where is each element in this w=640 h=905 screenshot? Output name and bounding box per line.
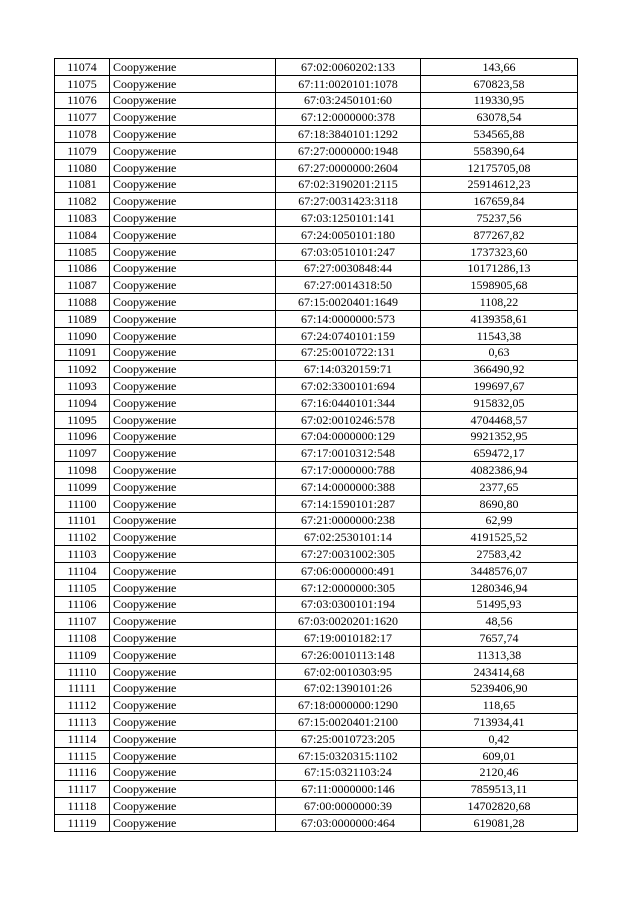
table-row	[55, 613, 578, 630]
object-type-cell: Сооружение	[110, 378, 276, 395]
table-row	[55, 394, 578, 411]
cadastral-number-cell: 67:03:0300101:194	[276, 596, 421, 613]
row-number-cell: 11109	[55, 646, 110, 663]
table-row	[55, 478, 578, 495]
cadastral-number-cell: 67:19:0010182:17	[276, 630, 421, 647]
cadastral-number-cell: 67:06:0000000:491	[276, 562, 421, 579]
cadastral-value-cell: 5239406,90	[421, 680, 578, 697]
object-type-cell: Сооружение	[110, 126, 276, 143]
row-number-cell: 11117	[55, 781, 110, 798]
object-type-cell: Сооружение	[110, 277, 276, 294]
table-row	[55, 462, 578, 479]
object-type-cell: Сооружение	[110, 260, 276, 277]
row-number-cell: 11081	[55, 176, 110, 193]
cadastral-value-cell: 75237,56	[421, 210, 578, 227]
cadastral-value-cell: 14702820,68	[421, 798, 578, 815]
cadastral-number-cell: 67:15:0321103:24	[276, 764, 421, 781]
cadastral-value-cell: 1108,22	[421, 294, 578, 311]
cadastral-value-cell: 0,42	[421, 730, 578, 747]
cadastral-value-cell: 1737323,60	[421, 243, 578, 260]
row-number-cell: 11096	[55, 428, 110, 445]
object-type-cell: Сооружение	[110, 764, 276, 781]
cadastral-value-cell: 51495,93	[421, 596, 578, 613]
cadastral-number-cell: 67:14:0000000:388	[276, 478, 421, 495]
cadastral-number-cell: 67:03:0020201:1620	[276, 613, 421, 630]
cadastral-value-cell: 10171286,13	[421, 260, 578, 277]
row-number-cell: 11090	[55, 327, 110, 344]
cadastral-number-cell: 67:16:0440101:344	[276, 394, 421, 411]
cadastral-value-cell: 8690,80	[421, 495, 578, 512]
cadastral-value-cell: 143,66	[421, 59, 578, 76]
row-number-cell: 11106	[55, 596, 110, 613]
object-type-cell: Сооружение	[110, 646, 276, 663]
cadastral-number-cell: 67:15:0320315:1102	[276, 747, 421, 764]
row-number-cell: 11108	[55, 630, 110, 647]
cadastral-number-cell: 67:02:3190201:2115	[276, 176, 421, 193]
row-number-cell: 11084	[55, 226, 110, 243]
cadastral-value-cell: 11313,38	[421, 646, 578, 663]
cadastral-number-cell: 67:17:0010312:548	[276, 445, 421, 462]
object-type-cell: Сооружение	[110, 462, 276, 479]
row-number-cell: 11097	[55, 445, 110, 462]
object-type-cell: Сооружение	[110, 428, 276, 445]
row-number-cell: 11089	[55, 310, 110, 327]
table-row	[55, 193, 578, 210]
cadastral-value-cell: 4191525,52	[421, 529, 578, 546]
row-number-cell: 11078	[55, 126, 110, 143]
table-row	[55, 109, 578, 126]
cadastral-value-cell: 659472,17	[421, 445, 578, 462]
cadastral-number-cell: 67:02:0010303:95	[276, 663, 421, 680]
cadastral-number-cell: 67:02:3300101:694	[276, 378, 421, 395]
row-number-cell: 11100	[55, 495, 110, 512]
object-type-cell: Сооружение	[110, 193, 276, 210]
object-type-cell: Сооружение	[110, 663, 276, 680]
cadastral-value-cell: 670823,58	[421, 75, 578, 92]
cadastral-value-cell: 9921352,95	[421, 428, 578, 445]
cadastral-number-cell: 67:18:0000000:1290	[276, 697, 421, 714]
row-number-cell: 11119	[55, 814, 110, 831]
cadastral-number-cell: 67:02:0010246:578	[276, 411, 421, 428]
table-row	[55, 781, 578, 798]
cadastral-number-cell: 67:18:3840101:1292	[276, 126, 421, 143]
object-type-cell: Сооружение	[110, 327, 276, 344]
cadastral-value-cell: 877267,82	[421, 226, 578, 243]
cadastral-value-cell: 199697,67	[421, 378, 578, 395]
table-row	[55, 663, 578, 680]
cadastral-number-cell: 67:27:0000000:1948	[276, 142, 421, 159]
table-row	[55, 714, 578, 731]
cadastral-number-cell: 67:11:0020101:1078	[276, 75, 421, 92]
row-number-cell: 11107	[55, 613, 110, 630]
row-number-cell: 11101	[55, 512, 110, 529]
cadastral-number-cell: 67:25:0010723:205	[276, 730, 421, 747]
cadastral-number-cell: 67:17:0000000:788	[276, 462, 421, 479]
row-number-cell: 11092	[55, 361, 110, 378]
cadastral-value-cell: 915832,05	[421, 394, 578, 411]
table-row	[55, 361, 578, 378]
row-number-cell: 11104	[55, 562, 110, 579]
object-type-cell: Сооружение	[110, 445, 276, 462]
registry-table	[54, 58, 578, 832]
row-number-cell: 11091	[55, 344, 110, 361]
row-number-cell: 11095	[55, 411, 110, 428]
object-type-cell: Сооружение	[110, 613, 276, 630]
table-row	[55, 59, 578, 76]
table-row	[55, 75, 578, 92]
cadastral-number-cell: 67:14:0320159:71	[276, 361, 421, 378]
cadastral-number-cell: 67:03:0000000:464	[276, 814, 421, 831]
table-row	[55, 176, 578, 193]
cadastral-number-cell: 67:14:1590101:287	[276, 495, 421, 512]
cadastral-value-cell: 2377,65	[421, 478, 578, 495]
cadastral-number-cell: 67:27:0014318:50	[276, 277, 421, 294]
cadastral-value-cell: 167659,84	[421, 193, 578, 210]
cadastral-value-cell: 534565,88	[421, 126, 578, 143]
cadastral-value-cell: 4082386,94	[421, 462, 578, 479]
table-row	[55, 562, 578, 579]
table-row	[55, 159, 578, 176]
table-row	[55, 630, 578, 647]
cadastral-value-cell: 609,01	[421, 747, 578, 764]
cadastral-value-cell: 2120,46	[421, 764, 578, 781]
object-type-cell: Сооружение	[110, 411, 276, 428]
cadastral-number-cell: 67:27:0000000:2604	[276, 159, 421, 176]
cadastral-number-cell: 67:21:0000000:238	[276, 512, 421, 529]
object-type-cell: Сооружение	[110, 361, 276, 378]
cadastral-value-cell: 11543,38	[421, 327, 578, 344]
table-row	[55, 445, 578, 462]
cadastral-value-cell: 3448576,07	[421, 562, 578, 579]
row-number-cell: 11114	[55, 730, 110, 747]
object-type-cell: Сооружение	[110, 798, 276, 815]
registry-table-body	[55, 59, 578, 832]
cadastral-number-cell: 67:00:0000000:39	[276, 798, 421, 815]
cadastral-number-cell: 67:14:0000000:573	[276, 310, 421, 327]
object-type-cell: Сооружение	[110, 210, 276, 227]
table-row	[55, 579, 578, 596]
cadastral-number-cell: 67:02:2530101:14	[276, 529, 421, 546]
row-number-cell: 11099	[55, 478, 110, 495]
object-type-cell: Сооружение	[110, 159, 276, 176]
table-row	[55, 210, 578, 227]
table-row	[55, 226, 578, 243]
row-number-cell: 11111	[55, 680, 110, 697]
object-type-cell: Сооружение	[110, 142, 276, 159]
table-row	[55, 92, 578, 109]
table-row	[55, 596, 578, 613]
object-type-cell: Сооружение	[110, 747, 276, 764]
row-number-cell: 11083	[55, 210, 110, 227]
cadastral-number-cell: 67:25:0010722:131	[276, 344, 421, 361]
object-type-cell: Сооружение	[110, 579, 276, 596]
cadastral-number-cell: 67:24:0050101:180	[276, 226, 421, 243]
cadastral-value-cell: 1598905,68	[421, 277, 578, 294]
table-row	[55, 764, 578, 781]
table-row	[55, 747, 578, 764]
table-row	[55, 126, 578, 143]
object-type-cell: Сооружение	[110, 781, 276, 798]
cadastral-value-cell: 713934,41	[421, 714, 578, 731]
table-row	[55, 243, 578, 260]
table-row	[55, 260, 578, 277]
table-row	[55, 546, 578, 563]
object-type-cell: Сооружение	[110, 814, 276, 831]
table-row	[55, 814, 578, 831]
row-number-cell: 11086	[55, 260, 110, 277]
table-row	[55, 798, 578, 815]
cadastral-value-cell: 12175705,08	[421, 159, 578, 176]
object-type-cell: Сооружение	[110, 512, 276, 529]
row-number-cell: 11087	[55, 277, 110, 294]
object-type-cell: Сооружение	[110, 75, 276, 92]
row-number-cell: 11105	[55, 579, 110, 596]
cadastral-number-cell: 67:27:0030848:44	[276, 260, 421, 277]
row-number-cell: 11116	[55, 764, 110, 781]
object-type-cell: Сооружение	[110, 176, 276, 193]
row-number-cell: 11110	[55, 663, 110, 680]
row-number-cell: 11098	[55, 462, 110, 479]
object-type-cell: Сооружение	[110, 310, 276, 327]
cadastral-value-cell: 25914612,23	[421, 176, 578, 193]
cadastral-number-cell: 67:27:0031002:305	[276, 546, 421, 563]
object-type-cell: Сооружение	[110, 680, 276, 697]
row-number-cell: 11074	[55, 59, 110, 76]
cadastral-number-cell: 67:24:0740101:159	[276, 327, 421, 344]
row-number-cell: 11080	[55, 159, 110, 176]
object-type-cell: Сооружение	[110, 546, 276, 563]
cadastral-number-cell: 67:27:0031423:3118	[276, 193, 421, 210]
cadastral-value-cell: 558390,64	[421, 142, 578, 159]
cadastral-value-cell: 366490,92	[421, 361, 578, 378]
cadastral-value-cell: 4704468,57	[421, 411, 578, 428]
row-number-cell: 11079	[55, 142, 110, 159]
cadastral-value-cell: 62,99	[421, 512, 578, 529]
cadastral-number-cell: 67:03:1250101:141	[276, 210, 421, 227]
cadastral-number-cell: 67:26:0010113:148	[276, 646, 421, 663]
row-number-cell: 11094	[55, 394, 110, 411]
table-row	[55, 428, 578, 445]
cadastral-number-cell: 67:02:1390101:26	[276, 680, 421, 697]
cadastral-number-cell: 67:12:0000000:378	[276, 109, 421, 126]
table-row	[55, 310, 578, 327]
cadastral-number-cell: 67:03:2450101:60	[276, 92, 421, 109]
row-number-cell: 11112	[55, 697, 110, 714]
table-row	[55, 646, 578, 663]
row-number-cell: 11075	[55, 75, 110, 92]
row-number-cell: 11103	[55, 546, 110, 563]
object-type-cell: Сооружение	[110, 596, 276, 613]
object-type-cell: Сооружение	[110, 344, 276, 361]
cadastral-number-cell: 67:04:0000000:129	[276, 428, 421, 445]
cadastral-value-cell: 7657,74	[421, 630, 578, 647]
row-number-cell: 11077	[55, 109, 110, 126]
table-row	[55, 294, 578, 311]
cadastral-number-cell: 67:11:0000000:146	[276, 781, 421, 798]
object-type-cell: Сооружение	[110, 730, 276, 747]
table-row	[55, 697, 578, 714]
object-type-cell: Сооружение	[110, 394, 276, 411]
table-row	[55, 277, 578, 294]
cadastral-value-cell: 118,65	[421, 697, 578, 714]
object-type-cell: Сооружение	[110, 478, 276, 495]
cadastral-number-cell: 67:12:0000000:305	[276, 579, 421, 596]
object-type-cell: Сооружение	[110, 697, 276, 714]
object-type-cell: Сооружение	[110, 243, 276, 260]
row-number-cell: 11076	[55, 92, 110, 109]
table-row	[55, 142, 578, 159]
table-row	[55, 512, 578, 529]
table-row	[55, 529, 578, 546]
row-number-cell: 11118	[55, 798, 110, 815]
object-type-cell: Сооружение	[110, 226, 276, 243]
table-row	[55, 327, 578, 344]
table-row	[55, 411, 578, 428]
cadastral-value-cell: 619081,28	[421, 814, 578, 831]
object-type-cell: Сооружение	[110, 59, 276, 76]
cadastral-value-cell: 243414,68	[421, 663, 578, 680]
object-type-cell: Сооружение	[110, 714, 276, 731]
cadastral-number-cell: 67:02:0060202:133	[276, 59, 421, 76]
object-type-cell: Сооружение	[110, 109, 276, 126]
cadastral-value-cell: 7859513,11	[421, 781, 578, 798]
cadastral-value-cell: 48,56	[421, 613, 578, 630]
cadastral-value-cell: 63078,54	[421, 109, 578, 126]
object-type-cell: Сооружение	[110, 562, 276, 579]
table-row	[55, 680, 578, 697]
object-type-cell: Сооружение	[110, 529, 276, 546]
cadastral-value-cell: 1280346,94	[421, 579, 578, 596]
row-number-cell: 11088	[55, 294, 110, 311]
object-type-cell: Сооружение	[110, 294, 276, 311]
table-row	[55, 378, 578, 395]
row-number-cell: 11115	[55, 747, 110, 764]
row-number-cell: 11082	[55, 193, 110, 210]
cadastral-value-cell: 119330,95	[421, 92, 578, 109]
cadastral-value-cell: 0,63	[421, 344, 578, 361]
table-row	[55, 344, 578, 361]
table-row	[55, 495, 578, 512]
row-number-cell: 11085	[55, 243, 110, 260]
object-type-cell: Сооружение	[110, 495, 276, 512]
row-number-cell: 11102	[55, 529, 110, 546]
cadastral-number-cell: 67:15:0020401:2100	[276, 714, 421, 731]
cadastral-number-cell: 67:15:0020401:1649	[276, 294, 421, 311]
table-row	[55, 730, 578, 747]
cadastral-number-cell: 67:03:0510101:247	[276, 243, 421, 260]
row-number-cell: 11113	[55, 714, 110, 731]
cadastral-value-cell: 4139358,61	[421, 310, 578, 327]
row-number-cell: 11093	[55, 378, 110, 395]
cadastral-value-cell: 27583,42	[421, 546, 578, 563]
object-type-cell: Сооружение	[110, 630, 276, 647]
object-type-cell: Сооружение	[110, 92, 276, 109]
